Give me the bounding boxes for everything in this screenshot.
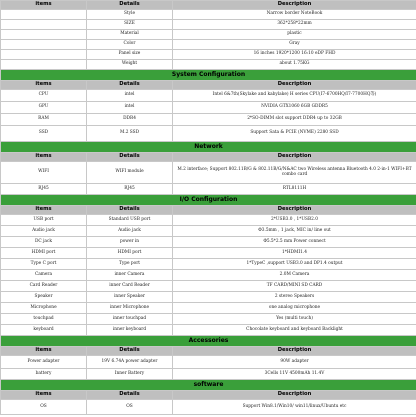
cell-item [1,30,87,40]
spec-table-body [1,1,416,415]
table-row [1,400,416,415]
column-header-items: items [1,1,87,10]
cell-item: keyboard [1,325,87,336]
cell-item: Power adapter [1,356,87,369]
cell-description: TF CARD/MINI SD CARD [173,281,416,292]
cell-description: 1*TypeC ,support USB3.0 and DP1.4 output [173,259,416,270]
column-header-items: items [1,153,87,162]
cell-details: SIZE [87,20,173,30]
header-row [1,347,416,356]
table-row [1,248,416,259]
table-row [1,237,416,248]
cell-description: Gray [173,40,416,50]
section-title: Accessories [1,336,416,347]
column-header-description: Description [173,81,416,90]
cell-description: Chocolate keyboard and keyboard Backlight [173,325,416,336]
table-row [1,325,416,336]
cell-description: Support Win8.1/Win10/ win11/linux/Ubuntu etc [173,400,416,415]
table-row [1,126,416,142]
cell-item: Card Reader [1,281,87,292]
cell-details: Inner Battery [87,369,173,380]
cell-details: intel [87,102,173,114]
table-row [1,30,416,40]
cell-description: 16 inches 1920*1200 16:10 eDP FHD [173,50,416,60]
cell-description: 90W adapter [173,356,416,369]
cell-description: about 1.75KG [173,60,416,70]
cell-description: 2 stereo Speakers [173,292,416,303]
cell-description: 2.0M Camera [173,270,416,281]
cell-details: inner Speaker [87,292,173,303]
cell-details: Standard USB port [87,215,173,226]
column-header-details: Details [87,391,173,400]
cell-description: Yes (multi touch) [173,314,416,325]
column-header-items: items [1,81,87,90]
cell-details: power in [87,237,173,248]
cell-details: inner touchpad [87,314,173,325]
cell-item [1,10,87,20]
cell-details: Style [87,10,173,20]
cell-item: Audio jack [1,226,87,237]
cell-item: SSD [1,126,87,142]
column-header-description: Description [173,153,416,162]
cell-description: Narrow border NoteBook [173,10,416,20]
cell-details: Panel size [87,50,173,60]
cell-details: inner Camera [87,270,173,281]
cell-item: touchpad [1,314,87,325]
column-header-details: Details [87,153,173,162]
column-header-description: Description [173,206,416,215]
table-row [1,226,416,237]
section-row [1,380,416,391]
cell-item: Speaker [1,292,87,303]
cell-item: GPU [1,102,87,114]
cell-description: RTL8111H [173,184,416,195]
cell-details: Audio jack [87,226,173,237]
cell-details: RJ45 [87,184,173,195]
section-row [1,195,416,206]
cell-details: Color [87,40,173,50]
cell-details: HDMI port [87,248,173,259]
section-row [1,70,416,81]
column-header-details: Details [87,1,173,10]
cell-description: Φ5.5*2.5 mm Power connect [173,237,416,248]
cell-details: M.2 SSD [87,126,173,142]
column-header-description: Description [173,1,416,10]
section-title: I/O Configuration [1,195,416,206]
table-row [1,281,416,292]
cell-item: HDMI port [1,248,87,259]
cell-details: 19V 6.74A power adapter [87,356,173,369]
header-row [1,206,416,215]
cell-item: CPU [1,90,87,102]
cell-details: Material [87,30,173,40]
column-header-items: items [1,391,87,400]
table-row [1,60,416,70]
table-row [1,292,416,303]
table-row [1,162,416,184]
cell-description: Intel 6&7th(Skylake and kabylake) H series CPU(I7-6700HQ/I7-7700HQ等) [173,90,416,102]
table-row [1,90,416,102]
cell-item [1,60,87,70]
header-row [1,81,416,90]
column-header-items: items [1,347,87,356]
cell-description: 2*SO-DIMM slot support DDR4 up to 32GB [173,114,416,126]
cell-description: 3Cells 11V 4500mAh 11.4V [173,369,416,380]
section-title: System Configuration [1,70,416,81]
cell-details: Weight [87,60,173,70]
table-row [1,270,416,281]
section-title: software [1,380,416,391]
table-row [1,10,416,20]
table-row [1,259,416,270]
cell-item: battery [1,369,87,380]
section-row [1,336,416,347]
cell-item: OS [1,400,87,415]
table-row [1,356,416,369]
cell-item: Microphone [1,303,87,314]
column-header-details: Details [87,347,173,356]
cell-item: RAM [1,114,87,126]
cell-item: Type C port [1,259,87,270]
cell-description: plastic [173,30,416,40]
cell-item: WIFI [1,162,87,184]
cell-details: inner keyboard [87,325,173,336]
table-row [1,50,416,60]
cell-item: Camera [1,270,87,281]
table-row [1,303,416,314]
cell-description: one analog microphone [173,303,416,314]
cell-details: inner Card Reader [87,281,173,292]
table-row [1,40,416,50]
cell-item [1,50,87,60]
column-header-description: Description [173,347,416,356]
cell-description: 1*HDMI1.4 [173,248,416,259]
table-row [1,102,416,114]
table-row [1,314,416,325]
section-row [1,142,416,153]
cell-details: Type port [87,259,173,270]
table-row [1,184,416,195]
table-row [1,215,416,226]
header-row [1,391,416,400]
cell-description: Φ3.5mm , 1 jack, MIC in/ line out [173,226,416,237]
cell-item [1,20,87,30]
cell-description: 362*258*22mm [173,20,416,30]
header-row [1,153,416,162]
cell-description: Support Sata & PCIE (NVME) 2280 SSD [173,126,416,142]
cell-description: NVIDIA GTX1060 6GB GDDR5 [173,102,416,114]
cell-description: 2*USB3.0 , 1*USB2.0 [173,215,416,226]
cell-description: M.2 interface; Support 802.11B/G & 802.11B/G/N&AC two Wireless antenna Bluetooth 4.0 2-in-1 WIFI+BT combo card [173,162,416,184]
table-row [1,20,416,30]
cell-item: RJ45 [1,184,87,195]
header-row [1,1,416,10]
cell-item: USB port [1,215,87,226]
cell-details: OS [87,400,173,415]
column-header-description: Description [173,391,416,400]
table-row [1,369,416,380]
column-header-details: Details [87,81,173,90]
cell-details: WIFI module [87,162,173,184]
cell-details: DDR4 [87,114,173,126]
cell-item: DC jack [1,237,87,248]
cell-details: inner Microphone [87,303,173,314]
cell-details: intel [87,90,173,102]
cell-item [1,40,87,50]
section-title: Network [1,142,416,153]
table-row [1,114,416,126]
column-header-items: items [1,206,87,215]
column-header-details: Details [87,206,173,215]
